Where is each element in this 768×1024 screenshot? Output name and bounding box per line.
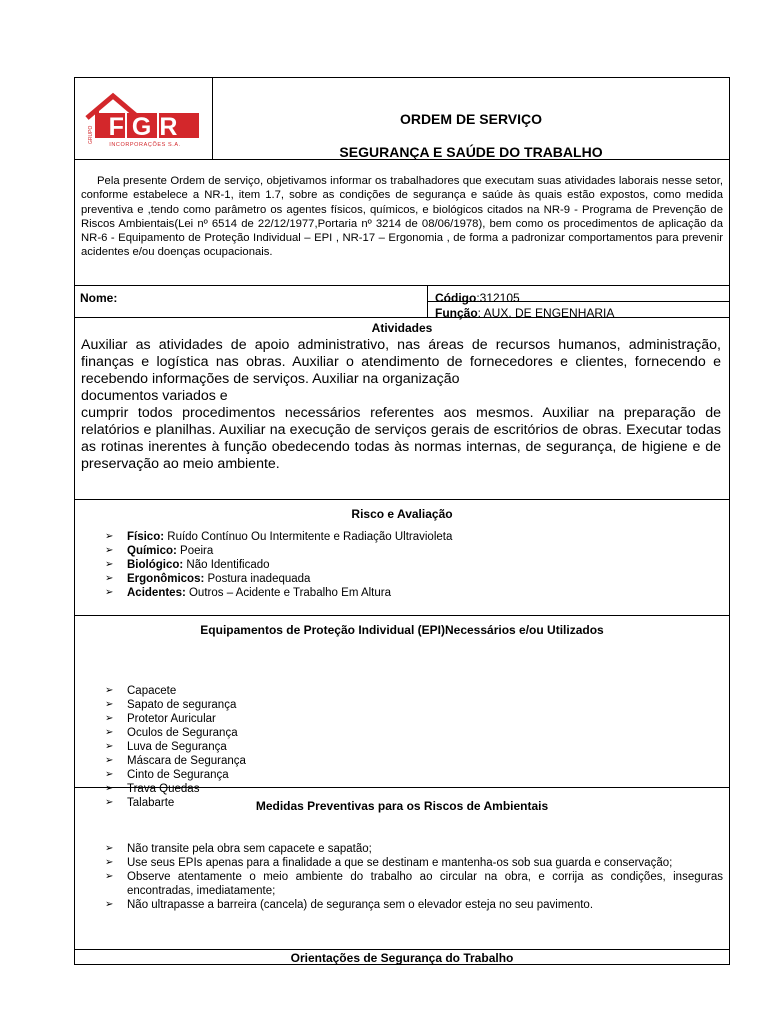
atividades-section xyxy=(75,318,729,500)
atividades-body xyxy=(81,337,721,473)
risco-section xyxy=(75,500,729,616)
epi-item-text: Trava Quedas xyxy=(127,783,200,795)
intro-text: Pela presente Ordem de serviço, objetivamos informar os trabalhadores que executam suas atividades laborais nesse setor, conforme estabelece a NR-1, item 1.7, sobre as condições de segurança e saúde às quais estão expostos, como medida preventiva e ,tendo como parâmetro os agentes físicos, químicos, e biológicos citados na NR-9 - Programa de Prevenção de Riscos Ambientais(Lei nº 6514 de 22/12/1977,Portaria nº 3214 de 08/06/1978), bem como os procedimentos de aplicação da NR-6 - Equipamento de Proteção Individual – EPI , NR-17 – Ergonomia , de forma a padronizar comportamentos para prevenir acidentes e/ou doenças ocupacionais. xyxy=(81,175,723,259)
list-item xyxy=(105,754,723,768)
atividades-paragraph: cumprir todos procedimentos necessários referentes aos mesmos. Auxiliar na preparação de relatórios e planilhas. Auxiliar na execução de serviços gerais de escritórios de obras. Executar todas as rotinas inerentes à função obedecendo todas às normas internas, de segurança, de higiene e de preservação ao meio ambiente. xyxy=(81,405,721,472)
form-header xyxy=(75,78,729,160)
risk-label: Acidentes: xyxy=(127,587,186,599)
list-item xyxy=(105,684,723,698)
epi-item-text: Protetor Auricular xyxy=(127,713,216,725)
list-item xyxy=(105,870,723,898)
risk-text: Não Identificado xyxy=(183,559,270,571)
list-item xyxy=(105,558,723,572)
risk-label: Ergonômicos: xyxy=(127,573,205,585)
document-title: ORDEM DE SERVIÇO xyxy=(399,111,543,127)
document-subtitle: SEGURANÇA E SAÚDE DO TRABALHO xyxy=(339,144,603,160)
epi-title: Equipamentos de Proteção Individual (EPI)Necessários e/ou Utilizados xyxy=(200,623,604,637)
risco-title: Risco e Avaliação xyxy=(351,507,453,521)
employee-section xyxy=(75,286,729,318)
funcao-value: : AUX. DE ENGENHARIA xyxy=(477,306,615,320)
risk-text: Ruído Contínuo Ou Intermitente e Radiação Ultravioleta xyxy=(164,531,453,543)
risk-label: Químico: xyxy=(127,545,177,557)
logo-side-text: GRUPO xyxy=(88,125,94,144)
risk-text: Outros – Acidente e Trabalho Em Altura xyxy=(185,587,391,599)
arrow-bullet-icon: ➢ xyxy=(105,727,114,738)
fgr-logo xyxy=(83,92,205,148)
arrow-bullet-icon: ➢ xyxy=(105,755,114,766)
list-item xyxy=(105,586,723,600)
arrow-bullet-icon: ➢ xyxy=(105,783,114,794)
list-item xyxy=(105,712,723,726)
orientacoes-section xyxy=(75,950,729,966)
arrow-bullet-icon: ➢ xyxy=(105,871,114,882)
arrow-bullet-icon: ➢ xyxy=(105,531,114,542)
epi-item-text: Talabarte xyxy=(127,797,175,809)
list-item xyxy=(105,740,723,754)
atividades-title: Atividades xyxy=(371,321,433,335)
medida-text: Use seus EPIs apenas para a finalidade a que se destinam e mantenha-os sob sua guarda e conservação; xyxy=(127,857,673,869)
arrow-bullet-icon: ➢ xyxy=(105,713,114,724)
risk-text: Poeira xyxy=(176,545,214,557)
logo-sub-text: INCORPORAÇÕES S.A. xyxy=(109,142,181,148)
arrow-bullet-icon: ➢ xyxy=(105,587,114,598)
epi-item-text: Máscara de Segurança xyxy=(127,755,246,767)
medida-text: Não ultrapasse a barreira (cancela) de segurança sem o elevador esteja no seu pavimento. xyxy=(127,899,594,911)
codigo-value: :312105 xyxy=(476,291,520,305)
list-item xyxy=(105,544,723,558)
list-item xyxy=(105,898,723,912)
medida-text: Não transite pela obra sem capacete e sapatão; xyxy=(127,843,372,855)
arrow-bullet-icon: ➢ xyxy=(105,699,114,710)
medidas-section xyxy=(75,788,729,950)
title-cell xyxy=(213,78,729,160)
medidas-list xyxy=(105,842,723,912)
logo-brand-text: FGR xyxy=(108,113,186,141)
epi-item-text: Cinto de Segurança xyxy=(127,769,229,781)
risk-label: Físico: xyxy=(127,531,165,543)
list-item xyxy=(105,726,723,740)
risk-label: Biológico: xyxy=(127,559,184,571)
arrow-bullet-icon: ➢ xyxy=(105,573,114,584)
list-item xyxy=(105,530,723,544)
arrow-bullet-icon: ➢ xyxy=(105,685,114,696)
nome-cell xyxy=(75,286,428,318)
epi-item-text: Luva de Segurança xyxy=(127,741,227,753)
arrow-bullet-icon: ➢ xyxy=(105,899,114,910)
atividades-paragraph: documentos variados e xyxy=(81,388,228,404)
list-item xyxy=(105,572,723,586)
atividades-paragraph: Auxiliar as atividades de apoio administrativo, nas áreas de recursos humanos, administração, finanças e logística nas obras. Auxiliar o atendimento de fornecedores e clientes, fornecendo e recebendo informações de serviços. Auxiliar na organização xyxy=(81,337,721,387)
medida-text: Observe atentamente o meio ambiente do trabalho ao circular na obra, e corrija as condições, inseguras encontradas, imediatamente; xyxy=(127,871,723,897)
divider xyxy=(428,301,729,302)
orientacoes-title: Orientações de Segurança do Trabalho xyxy=(290,951,514,965)
arrow-bullet-icon: ➢ xyxy=(105,559,114,570)
epi-item-text: Oculos de Segurança xyxy=(127,727,238,739)
arrow-bullet-icon: ➢ xyxy=(105,769,114,780)
list-item xyxy=(105,856,723,870)
arrow-bullet-icon: ➢ xyxy=(105,545,114,556)
medidas-title: Medidas Preventivas para os Riscos de Ambientais xyxy=(255,799,549,813)
arrow-bullet-icon: ➢ xyxy=(105,741,114,752)
risk-text: Postura inadequada xyxy=(204,573,311,585)
document-form xyxy=(74,77,730,965)
epi-item-text: Sapato de segurança xyxy=(127,699,237,711)
funcao-label: Função xyxy=(435,306,478,320)
codigo-label: Código xyxy=(435,291,477,305)
risco-list xyxy=(105,530,723,600)
arrow-bullet-icon: ➢ xyxy=(105,857,114,868)
list-item xyxy=(105,768,723,782)
intro-section xyxy=(75,160,729,286)
list-item xyxy=(105,698,723,712)
arrow-bullet-icon: ➢ xyxy=(105,797,114,808)
epi-item-text: Capacete xyxy=(127,685,177,697)
list-item xyxy=(105,842,723,856)
logo-cell xyxy=(75,78,213,160)
nome-label: Nome: xyxy=(80,291,118,305)
arrow-bullet-icon: ➢ xyxy=(105,843,114,854)
